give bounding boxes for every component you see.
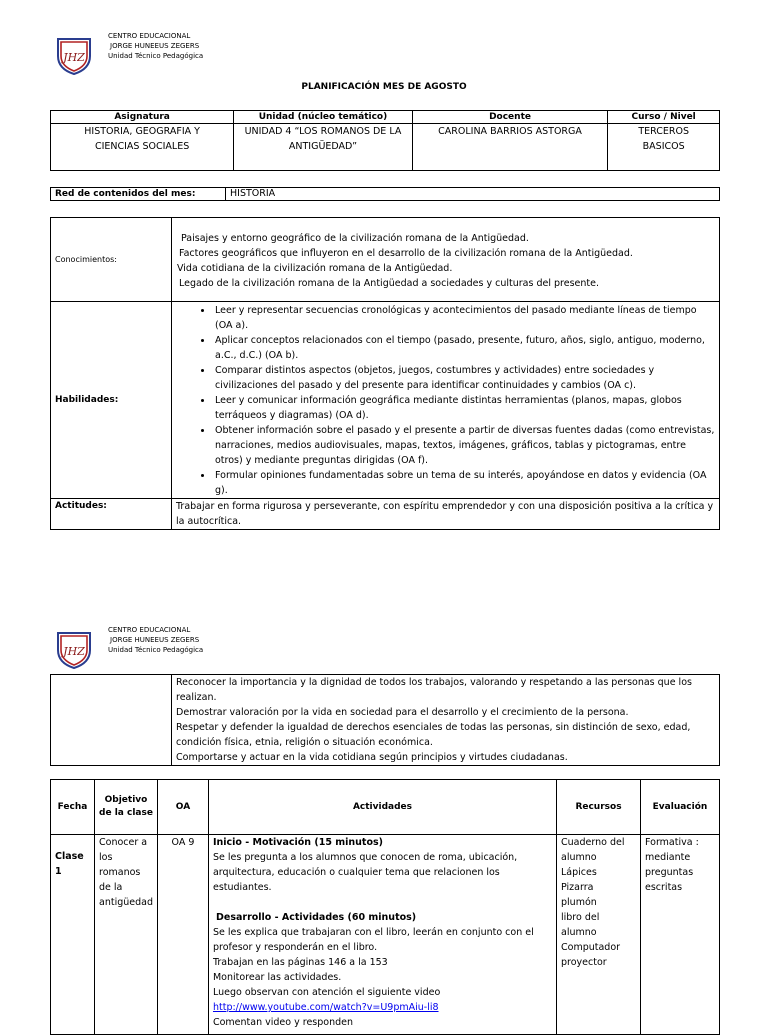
info-value-row: [51, 124, 720, 171]
info-unidad: UNIDAD 4 “LOS ROMANOS DE LA ANTIGÜEDAD”: [234, 124, 413, 171]
school-logo-icon: [55, 36, 93, 76]
activity-row: [51, 835, 720, 1035]
skills-label: Habilidades:: [51, 302, 172, 499]
desarrollo-line: Se les explica que trabajaran con el libro, leerán en conjunto con el profesor y responderán en el libro.: [212, 927, 534, 953]
page-title: PLANIFICACIÓN MES DE AGOSTO: [301, 82, 467, 92]
activities-table: [50, 779, 720, 1035]
value-item: Reconocer la importancia y la dignidad de todos los trabajos, valorando y respetando a las personas que los realizan.: [176, 677, 692, 703]
skill-item: • Comparar distintos aspectos (objetos, juegos, costumbres y actividades) entre sociedades y civilizaciones del pasado y del presente para identificar continuidades y cambios (OA c).: [213, 363, 715, 393]
skill-item: • Leer y comunicar información geográfica mediante distintas herramientas (planos, mapas, globos terráqueos y diagramas) (OA d).: [213, 393, 715, 423]
logo-text: JHZ: [63, 645, 85, 658]
info-header-row: [51, 111, 720, 124]
skills-list: [172, 302, 720, 499]
knowledge-item: Paisajes y entorno geográfico de la civilización romana de la Antigüedad.: [181, 233, 529, 244]
class-evaluation: Formativa : mediante preguntas escritas: [641, 835, 720, 1035]
inicio-title: Inicio - Motivación (15 minutos): [212, 837, 383, 848]
info-header-unidad: Unidad (núcleo temático): [234, 111, 413, 124]
resource-item: Lápices: [561, 867, 597, 878]
knowledge-list: [172, 218, 720, 302]
resource-item: plumón: [561, 897, 597, 908]
attitudes-label: Actitudes:: [51, 499, 172, 530]
value-item: Respetar y defender la igualdad de derechos esenciales de todas las personas, sin distinción de sexo, edad, condición física, etnia, religión o situación económica.: [176, 722, 691, 748]
class-activities: [208, 835, 556, 1035]
header-evaluacion: Evaluación: [641, 780, 720, 835]
values-list: [172, 675, 720, 766]
school-logo-icon: [55, 630, 93, 670]
desarrollo-line: Monitorear las actividades.: [212, 972, 342, 983]
school-unit: Unidad Técnico Pedagógica: [108, 646, 204, 654]
desarrollo-line: Trabajan en las páginas 146 a la 153: [212, 957, 388, 968]
course-info-table: [50, 110, 720, 171]
desarrollo-title: Desarrollo - Actividades (60 minutos): [215, 912, 417, 923]
info-header-asignatura: Asignatura: [51, 111, 234, 124]
attitudes-text: Trabajar en forma rigurosa y perseverante, con espíritu emprendedor y con una disposición positiva a la crítica y la autocrítica.: [172, 499, 720, 530]
knowledge-row: [51, 218, 720, 302]
class-objective: Conocer a los romanos de la antigüedad: [95, 835, 158, 1035]
school-header: [55, 32, 204, 76]
skill-item: • Obtener información sobre el pasado y el presente a partir de diversas fuentes dadas (como entrevistas, narraciones, medios audiovisuales, mapas, textos, imágenes, gráficos, tablas y pictogramas, entre otros) y mediante preguntas dirigidas (OA f).: [213, 423, 715, 468]
class-oa: OA 9: [157, 835, 208, 1035]
knowledge-item: Factores geográficos que influyeron en el desarrollo de la civilización romana de la Antigüedad.: [179, 248, 633, 259]
resource-item: Cuaderno del alumno: [561, 837, 625, 863]
resource-item: libro del alumno: [561, 912, 600, 938]
school-subname: JORGE HUNEEUS ZEGERS: [110, 42, 200, 50]
info-curso: TERCEROS BASICOS: [608, 124, 720, 171]
school-name: CENTRO EDUCACIONAL: [108, 32, 191, 40]
values-label-cell: [51, 675, 172, 766]
header-actividades: Actividades: [208, 780, 556, 835]
header-oa: OA: [157, 780, 208, 835]
class-date: Clase 1: [51, 835, 95, 1035]
content-network-table: [50, 187, 720, 201]
info-header-curso: Curso / Nivel: [608, 111, 720, 124]
values-table: [50, 674, 720, 766]
school-subname: JORGE HUNEEUS ZEGERS: [110, 636, 200, 644]
after-link-text: Comentan video y responden: [212, 1017, 353, 1028]
school-unit: Unidad Técnico Pedagógica: [108, 52, 204, 60]
class-resources: [557, 835, 641, 1035]
knowledge-label: Conocimientos:: [51, 218, 172, 302]
school-name: CENTRO EDUCACIONAL: [108, 626, 191, 634]
video-link[interactable]: http://www.youtube.com/watch?v=U9pmAiu-li8: [212, 1002, 439, 1013]
content-network-label: Red de contenidos del mes:: [51, 188, 226, 201]
attitudes-row: [51, 499, 720, 530]
desarrollo-line: Luego observan con atención el siguiente video: [212, 987, 441, 998]
inicio-text: Se les pregunta a los alumnos que conocen de roma, ubicación, arquitectura, educación o cualquier tema que relacionen los estudiantes.: [212, 852, 518, 893]
header-fecha: Fecha: [51, 780, 95, 835]
resource-item: Computador: [561, 942, 621, 953]
content-network-value: HISTORIA: [226, 188, 720, 201]
header-recursos: Recursos: [557, 780, 641, 835]
info-asignatura: HISTORIA, GEOGRAFIA Y CIENCIAS SOCIALES: [51, 124, 234, 171]
resource-item: proyector: [561, 957, 607, 968]
curriculum-table: [50, 217, 720, 530]
resource-item: Pizarra: [561, 882, 594, 893]
logo-text: JHZ: [63, 51, 85, 64]
value-item: Demostrar valoración por la vida en sociedad para el desarrollo y el crecimiento de la persona.: [176, 707, 629, 718]
knowledge-item: Vida cotidiana de la civilización romana de la Antigüedad.: [177, 263, 453, 274]
skill-item: • Leer y representar secuencias cronológicas y acontecimientos del pasado mediante líneas de tiempo (OA a).: [213, 303, 715, 333]
info-docente: CAROLINA BARRIOS ASTORGA: [412, 124, 608, 171]
value-item: Comportarse y actuar en la vida cotidiana según principios y virtudes ciudadanas.: [176, 752, 568, 763]
activities-header-row: [51, 780, 720, 835]
skill-item: • Formular opiniones fundamentadas sobre un tema de su interés, apoyándose en datos y evidencia (OA g).: [213, 468, 715, 498]
knowledge-item: Legado de la civilización romana de la Antigüedad a sociedades y culturas del presente.: [179, 278, 599, 289]
skills-row: [51, 302, 720, 499]
header-objetivo: Objetivo de la clase: [95, 780, 158, 835]
school-header-page2: [55, 626, 204, 670]
info-header-docente: Docente: [412, 111, 608, 124]
skill-item: • Aplicar conceptos relacionados con el tiempo (pasado, presente, futuro, años, siglo, antiguo, moderno, a.C., d.C.) (OA b).: [213, 333, 715, 363]
